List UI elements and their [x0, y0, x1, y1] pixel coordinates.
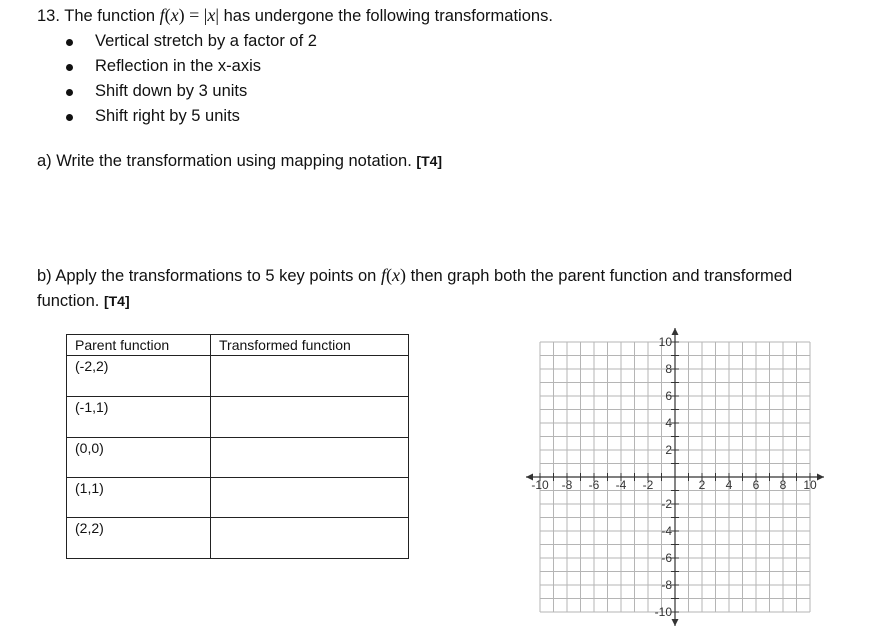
parent-point-cell: (0,0)	[67, 438, 211, 478]
transformed-point-cell[interactable]	[211, 438, 409, 478]
arrow-right-icon	[817, 474, 824, 481]
y-tick-label: -6	[661, 551, 672, 565]
header-transformed-function: Transformed function	[211, 335, 409, 356]
bullet-icon	[66, 114, 73, 121]
x-tick-label: -8	[561, 478, 573, 492]
bullet-icon	[66, 64, 73, 71]
x-tick-label: -4	[615, 478, 627, 492]
x-tick-label: 6	[752, 478, 760, 492]
list-item: Reflection in the x-axis	[52, 54, 317, 79]
bullet-icon	[66, 89, 73, 96]
transformed-point-cell[interactable]	[211, 397, 409, 438]
x-tick-label: 8	[779, 478, 787, 492]
y-tick-label: -8	[661, 578, 672, 592]
parent-point-cell: (-1,1)	[67, 397, 211, 438]
arrow-down-icon	[672, 619, 679, 626]
part-b-prompt: b) Apply the transformations to 5 key points on f(x) then graph both the parent function and transformed function. [T4]	[37, 265, 793, 310]
x-tick-label: 10	[803, 478, 817, 492]
question-title	[37, 5, 553, 26]
table-row	[67, 478, 409, 518]
bullet-icon	[66, 39, 73, 46]
y-tick-label: -4	[661, 524, 672, 538]
table-row	[67, 356, 409, 397]
part-b-tag: [T4]	[103, 293, 130, 309]
transformed-point-cell[interactable]	[211, 478, 409, 518]
list-item: Vertical stretch by a factor of 2	[52, 29, 317, 54]
transformed-point-cell[interactable]	[211, 356, 409, 397]
x-tick-label: 4	[725, 478, 733, 492]
y-tick-label: 8	[665, 362, 672, 376]
x-tick-label: -10	[531, 478, 549, 492]
parent-point-cell: (-2,2)	[67, 356, 211, 397]
question-title-pre: The function	[64, 7, 156, 25]
question-number: 13.	[37, 7, 60, 25]
header-parent-function: Parent function	[67, 335, 211, 356]
x-tick-label: -2	[642, 478, 654, 492]
key-points-table	[66, 334, 409, 559]
table-row	[67, 518, 409, 559]
list-item: Shift right by 5 units	[52, 104, 317, 129]
coordinate-grid[interactable]	[524, 326, 829, 626]
function-expression: f(x)	[380, 265, 406, 285]
axes	[526, 328, 824, 626]
part-a-tag: [T4]	[416, 153, 443, 169]
y-tick-label: -10	[654, 605, 672, 619]
y-tick-label: -2	[661, 497, 672, 511]
parent-point-cell: (1,1)	[67, 478, 211, 518]
arrow-up-icon	[672, 328, 679, 335]
x-tick-label: -6	[588, 478, 600, 492]
y-tick-label: 2	[665, 443, 672, 457]
part-a-prompt: a) Write the transformation using mapping notation. [T4]	[37, 152, 443, 170]
transformations-list	[52, 29, 317, 129]
list-item: Shift down by 3 units	[52, 79, 317, 104]
table-row	[67, 397, 409, 438]
y-tick-label: 6	[665, 389, 672, 403]
x-tick-label: 2	[698, 478, 706, 492]
y-tick-label: 4	[665, 416, 672, 430]
parent-point-cell: (2,2)	[67, 518, 211, 559]
transformed-point-cell[interactable]	[211, 518, 409, 559]
y-tick-label: 10	[658, 335, 672, 349]
table-row	[67, 438, 409, 478]
function-expression: f(x) = |x|	[159, 5, 220, 25]
table-header-row	[67, 335, 409, 356]
question-title-post: has undergone the following transformations.	[223, 7, 553, 25]
